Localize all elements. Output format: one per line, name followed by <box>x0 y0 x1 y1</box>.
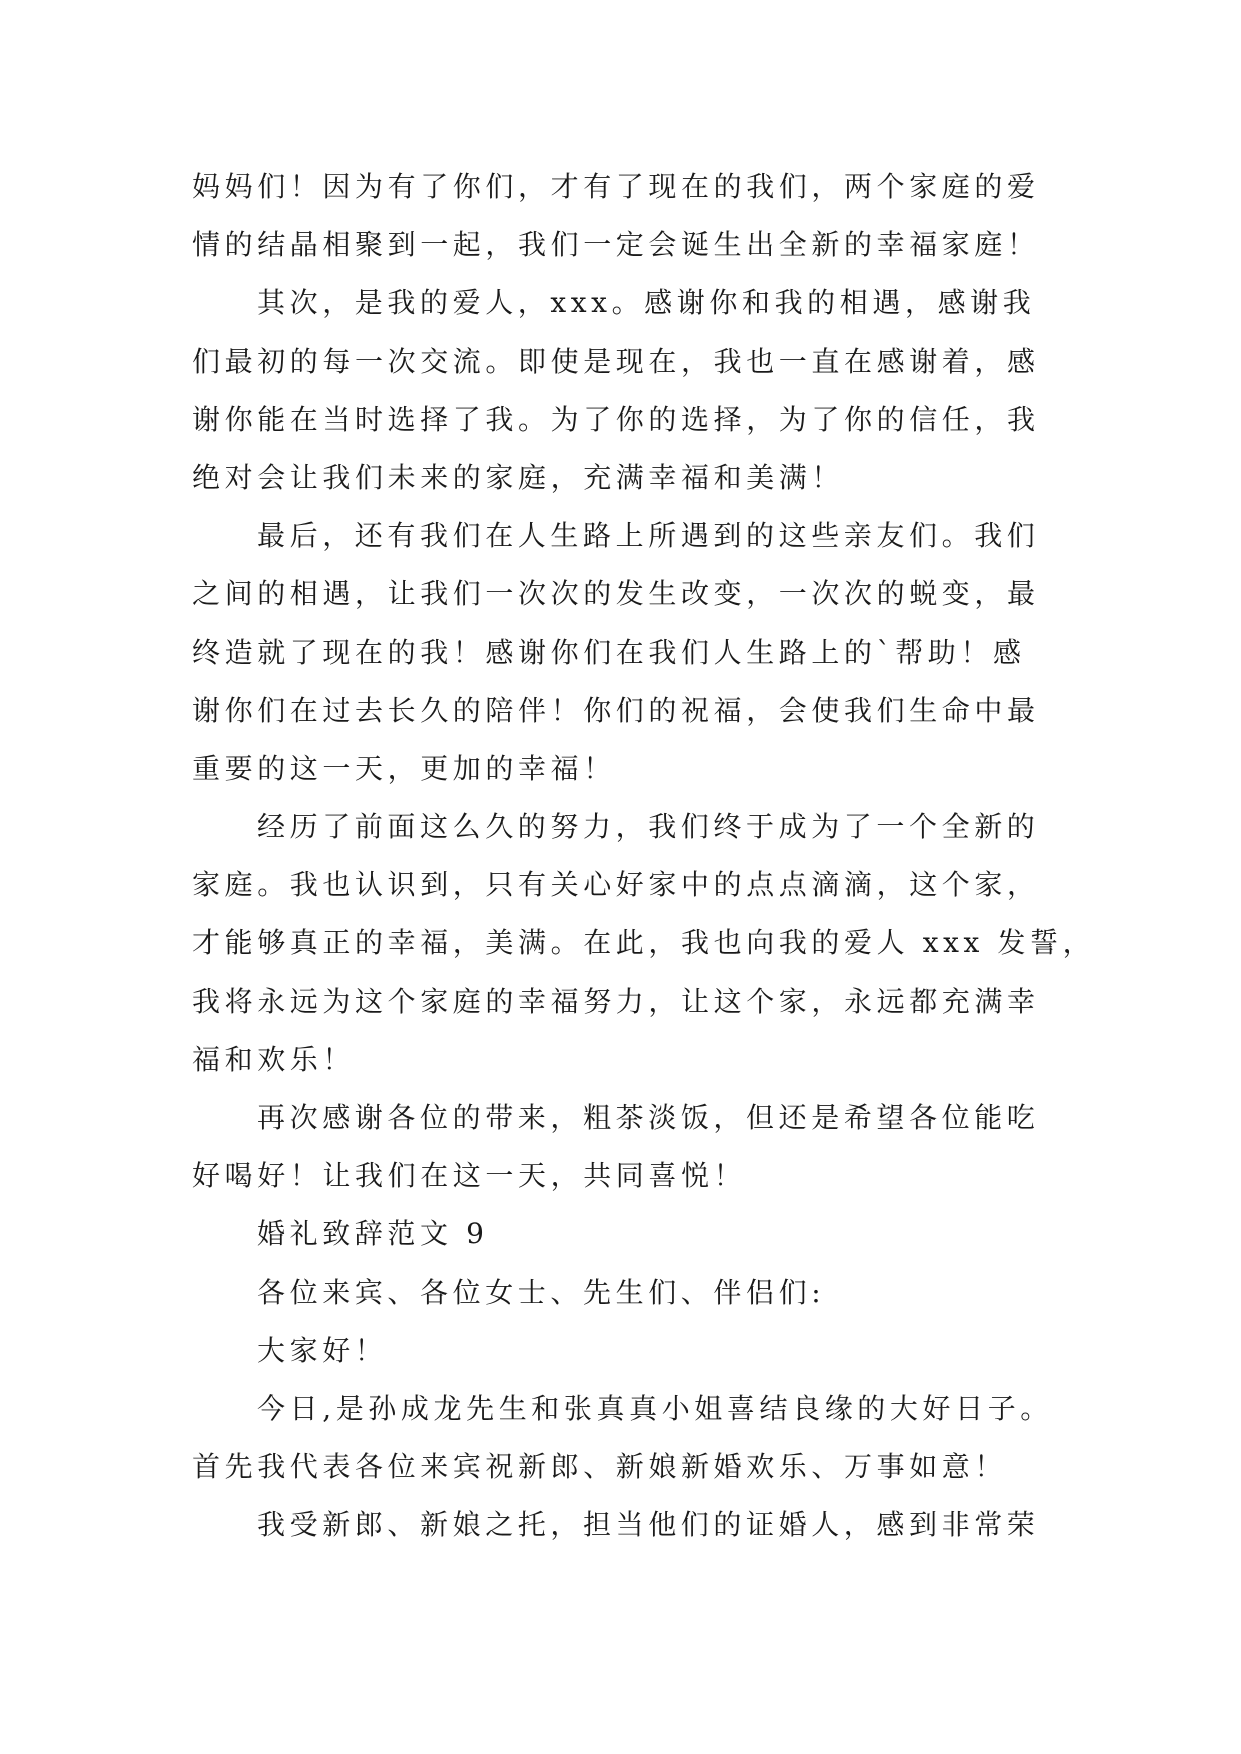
greeting-line: 大家好！ <box>257 1333 388 1367</box>
text-line: 情的结晶相聚到一起，我们一定会诞生出全新的幸福家庭！ <box>192 228 1040 262</box>
text-line: 才能够真正的幸福，美满。在此，我也向我的爱人 xxx 发誓， <box>192 926 1096 960</box>
section-heading: 婚礼致辞范文 9 <box>257 1217 489 1251</box>
text-line: 最后，还有我们在人生路上所遇到的这些亲友们。我们 <box>257 519 1040 553</box>
text-line: 绝对会让我们未来的家庭，充满幸福和美满！ <box>192 460 845 494</box>
text-line: 谢你能在当时选择了我。为了你的选择，为了你的信任，我 <box>192 402 1040 436</box>
text-line: 好喝好！让我们在这一天，共同喜悦！ <box>192 1159 747 1193</box>
text-line: 其次，是我的爱人，xxx。感谢你和我的相遇，感谢我 <box>257 286 1036 320</box>
document-body <box>192 158 1096 1555</box>
text-line: 福和欢乐！ <box>192 1042 356 1076</box>
text-line: 终造就了现在的我！感谢你们在我们人生路上的`帮助！感 <box>192 635 1026 669</box>
text-line: 今日,是孙成龙先生和张真真小姐喜结良缘的大好日子。 <box>257 1391 1053 1425</box>
salutation-line: 各位来宾、各位女士、先生们、伴侣们: <box>257 1275 826 1309</box>
text-line: 之间的相遇，让我们一次次的发生改变，一次次的蜕变，最 <box>192 577 1040 611</box>
text-line: 我受新郎、新娘之托，担当他们的证婚人，感到非常荣 <box>257 1508 1040 1542</box>
text-line: 家庭。我也认识到，只有关心好家中的点点滴滴，这个家， <box>192 868 1040 902</box>
text-line: 再次感谢各位的带来，粗茶淡饭，但还是希望各位能吃 <box>257 1101 1040 1134</box>
text-line: 妈妈们！因为有了你们，才有了现在的我们，两个家庭的爱 <box>192 170 1040 203</box>
text-line: 们最初的每一次交流。即使是现在，我也一直在感谢着，感 <box>192 344 1040 378</box>
text-line: 经历了前面这么久的努力，我们终于成为了一个全新的 <box>257 810 1040 844</box>
text-line: 首先我代表各位来宾祝新郎、新娘新婚欢乐、万事如意！ <box>192 1450 1008 1484</box>
text-line: 我将永远为这个家庭的幸福努力，让这个家，永远都充满幸 <box>192 984 1040 1018</box>
text-line: 重要的这一天，更加的幸福！ <box>192 751 616 785</box>
text-line: 谢你们在过去长久的陪伴！你们的祝福，会使我们生命中最 <box>192 693 1040 727</box>
